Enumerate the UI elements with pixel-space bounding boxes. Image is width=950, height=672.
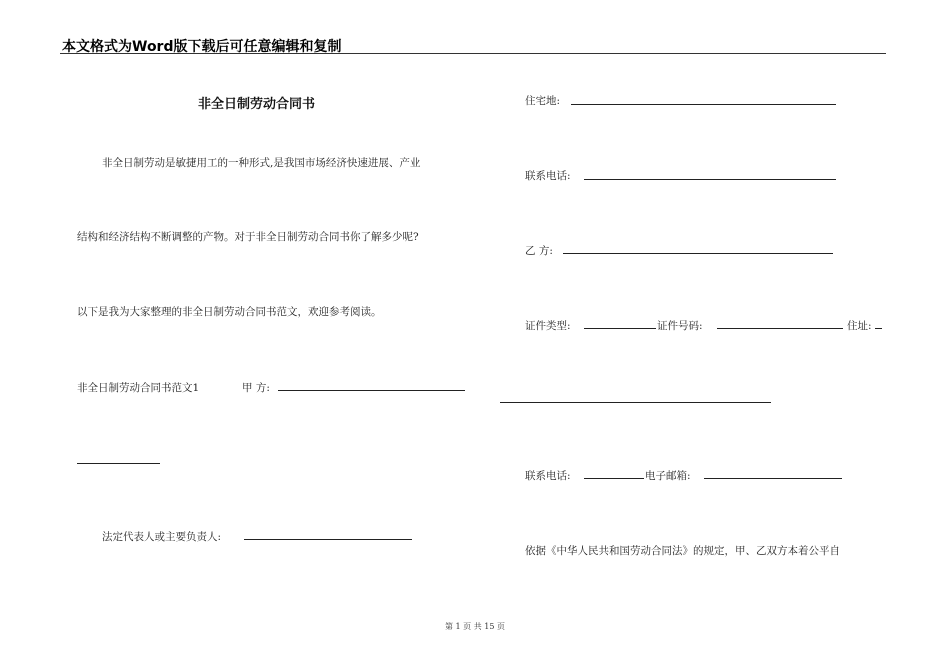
address-blank-continued xyxy=(500,402,771,403)
party-a-label: 甲 方: xyxy=(242,382,270,394)
phone-blank-1 xyxy=(584,179,836,180)
document-header: 本文格式为Word版下载后可任意编辑和复制 xyxy=(62,39,342,55)
document-title: 非全日制劳动合同书 xyxy=(198,97,316,112)
party-b-blank xyxy=(563,253,833,254)
party-a-blank xyxy=(278,390,465,391)
phone-blank-2 xyxy=(584,478,644,479)
party-b-label: 乙 方: xyxy=(525,245,553,257)
email-label: 电子邮箱: xyxy=(645,470,691,482)
page-number: 第 1 页 共 15 页 xyxy=(445,622,505,631)
id-type-label: 证件类型: xyxy=(525,320,571,332)
id-number-label: 证件号码: xyxy=(657,320,703,332)
residence-blank xyxy=(571,104,836,105)
address-blank xyxy=(875,328,882,329)
residence-label: 住宅地: xyxy=(525,95,561,107)
sample-heading: 非全日制劳动合同书范文1 xyxy=(77,382,200,394)
paragraph-line-3: 以下是我为大家整理的非全日制劳动合同书范文，欢迎参考阅读。 xyxy=(77,306,382,318)
party-a-blank-continued xyxy=(77,463,160,464)
address-label: 住址: xyxy=(847,320,872,332)
id-type-blank xyxy=(584,328,656,329)
paragraph-line-1: 非全日制劳动是敏捷用工的一种形式,是我国市场经济快速进展、产业 xyxy=(102,157,421,169)
phone-label-1: 联系电话: xyxy=(525,170,571,182)
legal-basis-text: 依据《中华人民共和国劳动合同法》的规定，甲、乙双方本着公平自 xyxy=(525,545,840,557)
legal-representative-label: 法定代表人或主要负责人: xyxy=(102,531,222,543)
header-divider xyxy=(60,53,886,54)
phone-label-2: 联系电话: xyxy=(525,470,571,482)
paragraph-line-2: 结构和经济结构不断调整的产物。对于非全日制劳动合同书你了解多少呢? xyxy=(77,231,419,243)
id-number-blank xyxy=(717,328,843,329)
email-blank xyxy=(704,478,842,479)
legal-representative-blank xyxy=(244,539,412,540)
